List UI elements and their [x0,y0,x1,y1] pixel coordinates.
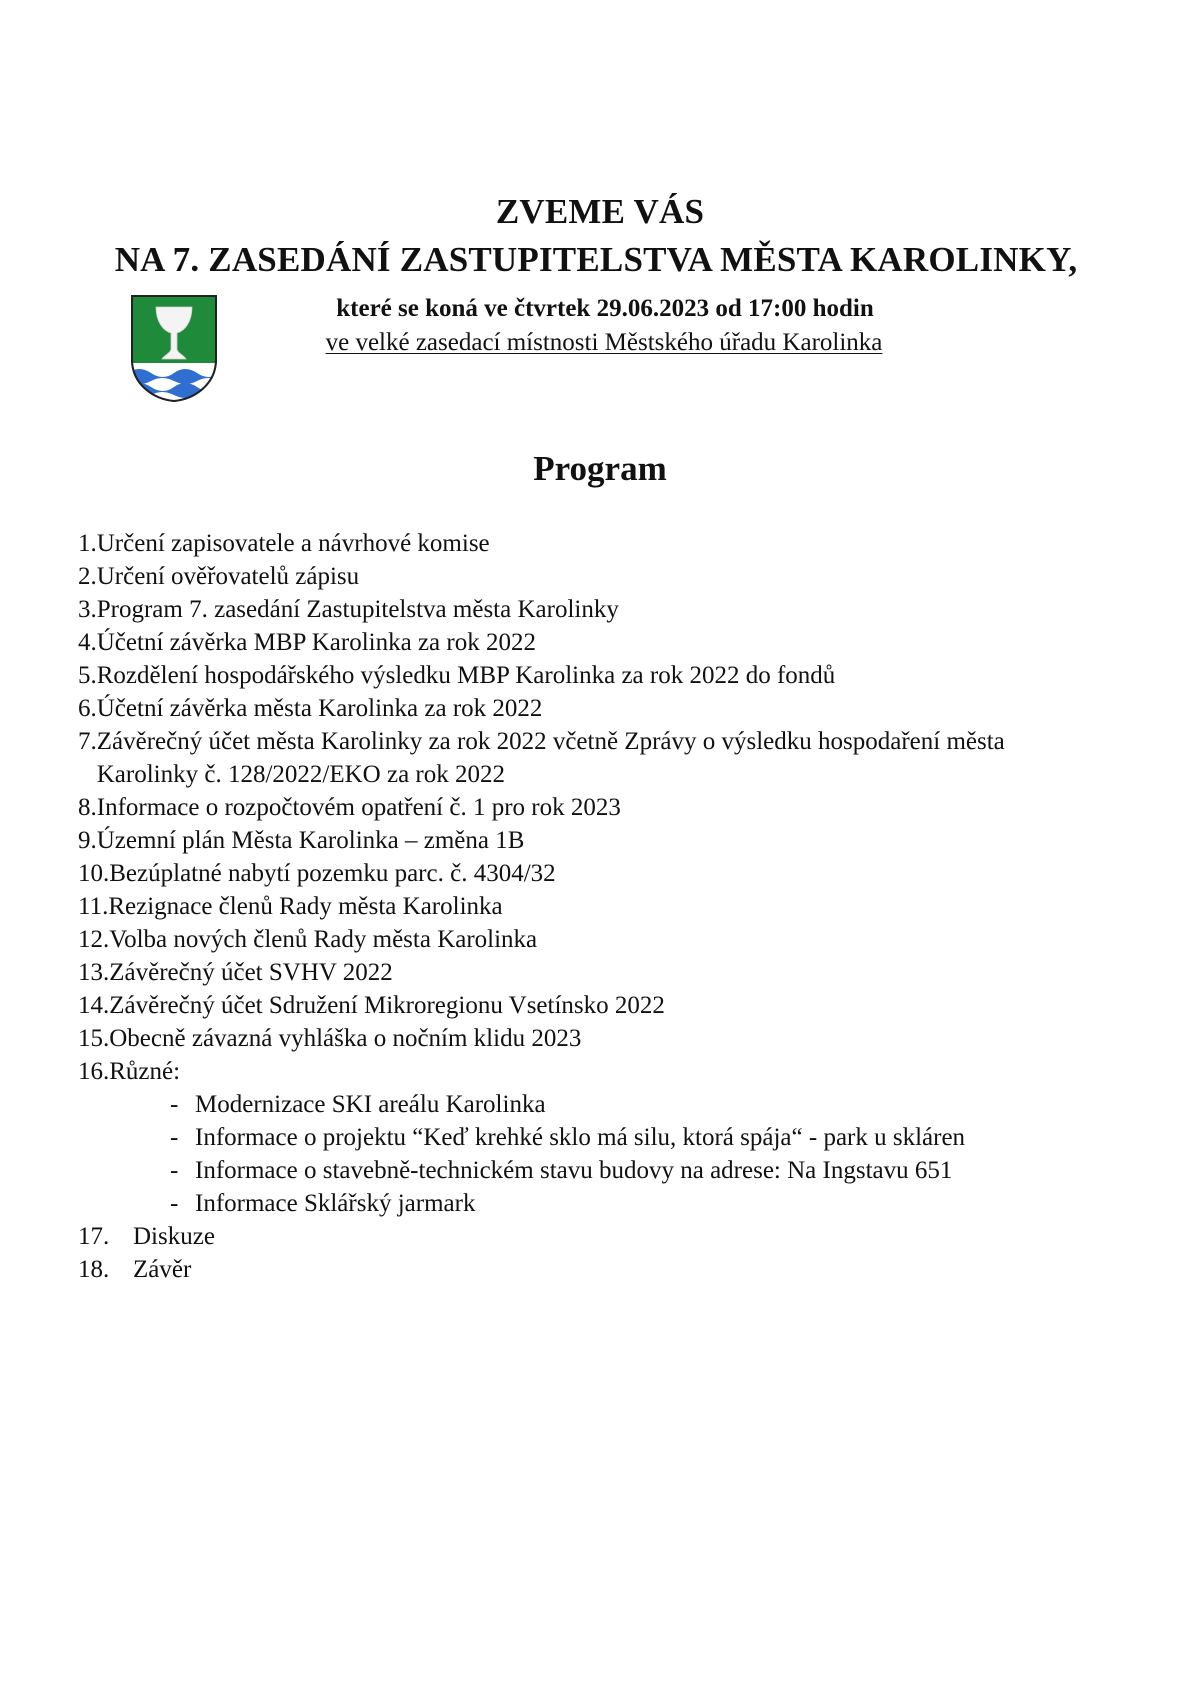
bullet-dash: - [170,1124,179,1151]
item-text: Bezúplatné nabytí pozemku parc. č. 4304/32 [109,860,556,887]
item-number: 2. [78,563,97,590]
item-number: 9. [78,827,97,854]
sub-list-item [170,1187,1158,1220]
item-text: Závěrečný účet SVHV 2022 [109,959,393,986]
item-text: Závěrečný účet Sdružení Mikroregionu Vsetínsko 2022 [109,992,665,1019]
sub-item-text: Informace o stavebně-technickém stavu budovy na adrese: Na Ingstavu 651 [195,1157,953,1184]
item-number: 8. [78,794,97,821]
list-item [78,527,1158,560]
list-item [78,989,1158,1022]
list-item [78,1055,1158,1088]
meeting-location: ve velké zasedací místnosti Městského úřadu Karolinka [325,329,883,356]
item-text: Rezignace členů Rady města Karolinka [108,893,503,920]
item-number: 15. [78,1025,110,1052]
sub-list-item [170,1121,1158,1154]
list-item [78,857,1158,890]
program-title: Program [533,449,667,488]
sub-item-text: Informace Sklářský jarmark [195,1190,476,1217]
item-number: 1. [78,530,97,557]
heading-line-2: NA 7. ZASEDÁNÍ ZASTUPITELSTVA MĚSTA KAROLINKY, [114,240,1078,279]
item-number: 5. [78,662,97,689]
item-text: Účetní závěrka MBP Karolinka za rok 2022 [96,629,536,656]
item-text: Účetní závěrka města Karolinka za rok 2022 [96,695,543,722]
meeting-info [0,292,1200,360]
list-item [78,956,1158,989]
list-item [78,1022,1158,1055]
item-number: 14. [78,992,110,1019]
item-text: Závěr [133,1256,192,1283]
sub-list-item [170,1154,1158,1187]
item-text: Diskuze [133,1223,215,1250]
list-item [78,725,1158,791]
list-item [78,659,1158,692]
item-number: 6. [78,695,97,722]
sub-item-text: Informace o projektu “Keď krehké sklo má silu, ktorá spája“ - park u skláren [195,1124,966,1151]
invitation-heading [0,188,1200,284]
item-number: 13. [78,959,110,986]
list-item [78,593,1158,626]
item-number: 4. [78,629,97,656]
item-number: 18. [78,1256,110,1283]
item-text: Určení ověřovatelů zápisu [96,563,360,590]
item-text: Rozdělení hospodářského výsledku MBP Karolinka za rok 2022 do fondů [96,662,836,689]
list-item [78,923,1158,956]
item-text: Informace o rozpočtovém opatření č. 1 pro rok 2023 [96,794,621,821]
item-text: Obecně závazná vyhláška o nočním klidu 2023 [109,1025,582,1052]
item-text: Různé: [109,1058,181,1085]
item-text: Územní plán Města Karolinka – změna 1B [96,827,525,854]
list-item [78,1253,1158,1286]
sub-item-text: Modernizace SKI areálu Karolinka [195,1091,546,1118]
bullet-dash: - [170,1091,179,1118]
item-number: 12. [78,926,110,953]
item-number: 16. [78,1058,110,1085]
item-number: 11. [78,893,109,920]
sub-list-item [170,1088,1158,1121]
list-item [78,1220,1158,1253]
item-text: Program 7. zasedání Zastupitelstva města Karolinky [96,596,619,623]
list-item [78,824,1158,857]
bullet-dash: - [170,1157,179,1184]
agenda-list [78,527,1158,1286]
item-text: Závěrečný účet města Karolinky za rok 2022 včetně Zprávy o výsledku hospodaření města Karolinky č. 128/2022/EKO za rok 2022 [96,728,1005,788]
list-item [78,626,1158,659]
item-number: 17. [78,1223,110,1250]
list-item [78,560,1158,593]
heading-line-1: ZVEME VÁS [495,192,705,231]
item-text: Určení zapisovatele a návrhové komise [96,530,490,557]
item-number: 3. [78,596,97,623]
bullet-dash: - [170,1190,179,1217]
list-item [78,890,1158,923]
item-text: Volba nových členů Rady města Karolinka [109,926,538,953]
item-number: 10. [78,860,110,887]
meeting-date-time: které se koná ve čtvrtek 29.06.2023 od 17:00 hodin [336,295,874,322]
sub-item-list [78,1088,1158,1220]
list-item [78,692,1158,725]
item-number: 7. [78,728,97,755]
list-item [78,791,1158,824]
